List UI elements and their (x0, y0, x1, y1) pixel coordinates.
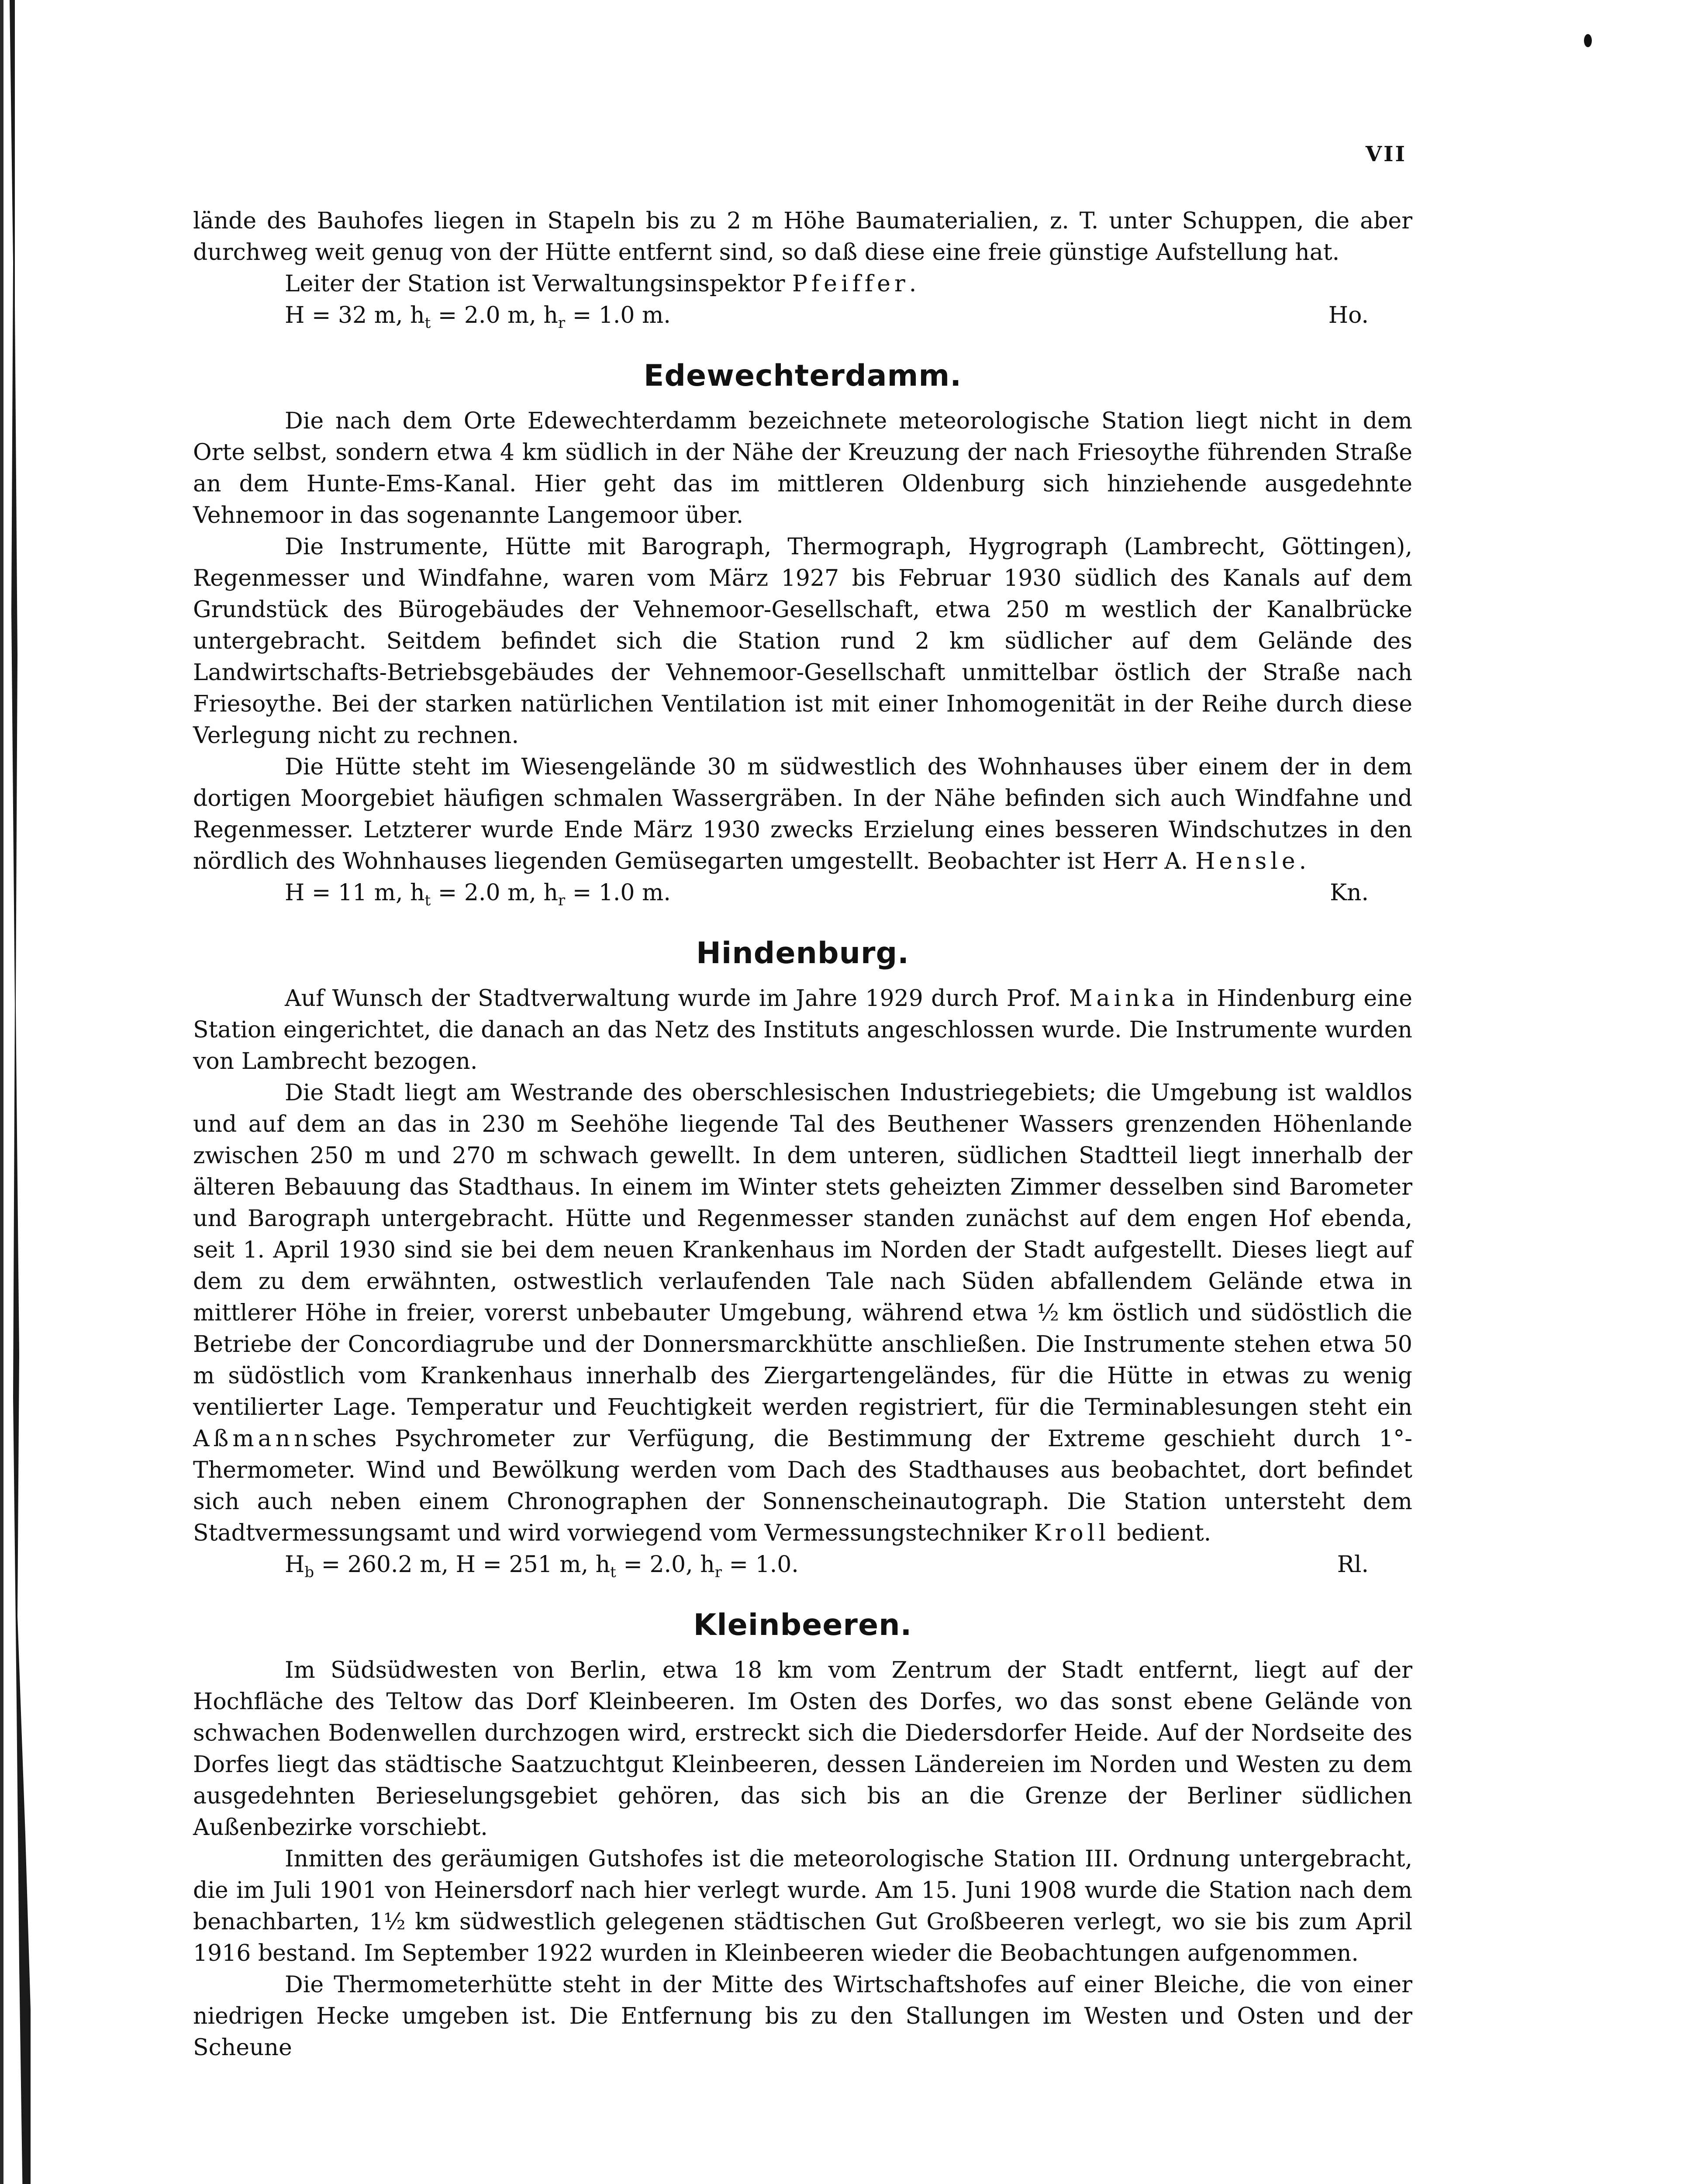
leader-name: Pfeiffer (792, 271, 909, 297)
hindenburg-paragraph-2: Die Stadt liegt am Westrande des oberschlesischen Industriegebiets; die Umgebung ist waldlos und auf dem an das in 230 m Seehöhe liegende Tal des Beuthener Wassers grenzenden Höhenlande zwischen 250 m und 270 m schwach gewellt. In dem unteren, südlichen Stadtteil liegt innerhalb der älteren Bebauung das Stadthaus. In einem im Winter stets geheizten Zimmer desselben sind Barometer und Barograph untergebracht. Hütte und Regenmesser standen zunächst auf dem engen Hof ebenda, seit 1. April 1930 sind sie bei dem neuen Krankenhaus im Norden der Stadt aufgestellt. Dieses liegt auf dem zu dem erwähnten, ostwestlich verlaufenden Tale nach Süden abfallendem Gelände etwa in mittlerer Höhe in freier, vorerst unbebauter Umgebung, während etwa ½ km östlich und südöstlich die Betriebe der Concordiagrube und der Donnersmarckhütte anschließen. Die Instrumente stehen etwa 50 m südöstlich vom Krankenhaus innerhalb des Ziergartengeländes, für die Hütte in etwas zu wenig ventilierter Lage. Temperatur und Feuchtigkeit werden registriert, für die Terminablesungen steht ein Aßmannsches Psychrometer zur Verfügung, die Bestimmung der Extreme geschieht durch 1°-Thermometer. Wind und Bewölkung werden vom Dach des Stadthauses aus beobachtet, dort befindet sich auch neben einem Chronographen der Sonnenscheinautograph. Die Station untersteht dem Stadtvermessungsamt und wird vorwiegend vom Vermessungstechniker Kroll bedient. (193, 1080, 1412, 1546)
edewechterdamm-formula-line (193, 877, 1412, 909)
intro-initials: Ho. (1328, 302, 1369, 328)
page-body (193, 205, 1412, 2063)
observer-name: Hensle (1195, 848, 1299, 874)
scan-ink-speck (1584, 34, 1592, 47)
hindenburg-initials: Rl. (1337, 1552, 1369, 1578)
section-title-hindenburg: Hindenburg. (696, 936, 909, 971)
edewechterdamm-formula: H = 11 m, $h_t = 2.0$ m, $h_r = 1.0$ m. (285, 880, 671, 909)
edewechterdamm-paragraph-2: Die Instrumente, Hütte mit Barograph, Thermograph, Hygrograph (Lambrecht, Göttingen), Regenmesser und Windfahne, waren vom März 1927 bis Februar 1930 südlich des Kanals auf dem Grundstück des Bürogebäudes der Vehnemoor-Gesellschaft, etwa 250 m westlich der Kanalbrücke untergebracht. Seitdem befindet sich die Station rund 2 km südlicher auf dem Gelände des Landwirtschafts-Betriebsgebäudes der Vehnemoor-Gesellschaft unmittelbar östlich der Straße nach Friesoythe. Bei der starken natürlichen Ventilation ist mit einer Inhomogenität in der Reihe durch diese Verlegung nicht zu rechnen. (193, 534, 1412, 749)
intro-formula-line (193, 300, 1412, 331)
scan-binding-edge (0, 0, 31, 2184)
hindenburg-paragraph-1: Auf Wunsch der Stadtverwaltung wurde im Jahre 1929 durch Prof. Mainka in Hindenburg eine Station eingerichtet, die danach an das Netz des Instituts angeschlossen wurde. Die Instrumente wurden von Lambrecht bezogen. (193, 985, 1413, 1075)
hindenburg-formula: $H_b = 260.2$ m, H = 251 m, $h_t = 2.0$, $h_r = 1.0$. (285, 1552, 799, 1581)
intro-formula: H = 32 m, $h_t = 2.0$ m, $h_r = 1.0$ m. (285, 302, 671, 332)
edewechterdamm-paragraph-3: Die Hütte steht im Wiesengelände 30 m südwestlich des Wohnhauses über einem der in dem dortigen Moorgebiet häufigen schmalen Wassergräben. In der Nähe befinden sich auch Windfahne und Regenmesser. Letzterer wurde Ende März 1930 zwecks Erzielung eines besseren Windschutzes in den nördlich des Wohnhauses liegenden Gemüsegarten umgestellt. Beobachter ist Herr A. Hensle. (193, 754, 1412, 874)
intro-paragraph: lände des Bauhofes liegen in Stapeln bis zu 2 m Höhe Baumaterialien, z. T. unter Schuppen, die aber durchweg weit genug von der Hütte entfernt sind, so daß diese eine freie günstige Aufstellung hat. (193, 208, 1412, 266)
hindenburg-formula-line (193, 1549, 1412, 1580)
station-leader-line: Leiter der Station ist Verwaltungsinspektor Pfeiffer. (285, 271, 917, 297)
assmann-name: Aßmann (193, 1426, 313, 1452)
edewechterdamm-paragraph-1: Die nach dem Orte Edewechterdamm bezeichnete meteorologische Station liegt nicht in dem Orte selbst, sondern etwa 4 km südlich in der Nähe der Kreuzung der nach Friesoythe führenden Straße an dem Hunte-Ems-Kanal. Hier geht das im mittleren Oldenburg sich hinziehende ausgedehnte Vehnemoor in das sogenannte Langemoor über. (193, 408, 1412, 529)
page-number: VII (1365, 142, 1407, 166)
professor-name: Mainka (1069, 985, 1179, 1012)
technician-name: Kroll (1034, 1520, 1110, 1546)
kleinbeeren-paragraph-3: Die Thermometerhütte steht in der Mitte des Wirtschaftshofes auf einer Bleiche, die von einer niedrigen Hecke umgeben ist. Die Entfernung bis zu den Stallungen im Westen und Osten und der Scheune (193, 1972, 1412, 2061)
kleinbeeren-paragraph-2: Inmitten des geräumigen Gutshofes ist die meteorologische Station III. Ordnung untergebracht, die im Juli 1901 von Heinersdorf nach hier verlegt wurde. Am 15. Juni 1908 wurde die Station nach dem benachbarten, 1½ km südwestlich gelegenen städtischen Gut Großbeeren verlegt, wo sie bis zum April 1916 bestand. Im September 1922 wurden in Kleinbeeren wieder die Beobachtungen aufgenommen. (193, 1846, 1412, 1966)
section-title-edewechterdamm: Edewechterdamm. (643, 359, 962, 393)
edewechterdamm-initials: Kn. (1330, 880, 1369, 906)
kleinbeeren-paragraph-1: Im Südsüdwesten von Berlin, etwa 18 km vom Zentrum der Stadt entfernt, liegt auf der Hochfläche des Teltow das Dorf Kleinbeeren. Im Osten des Dorfes, wo das sonst ebene Gelände von schwachen Bodenwellen durchzogen wird, erstreckt sich die Diedersdorfer Heide. Auf der Nordseite des Dorfes liegt das städtische Saatzuchtgut Kleinbeeren, dessen Ländereien im Norden und Westen zu dem ausgedehnten Berieselungsgebiet gehören, das sich bis an die Grenze der Berliner südlichen Außenbezirke vorschiebt. (193, 1657, 1412, 1841)
section-title-kleinbeeren: Kleinbeeren. (693, 1608, 912, 1642)
